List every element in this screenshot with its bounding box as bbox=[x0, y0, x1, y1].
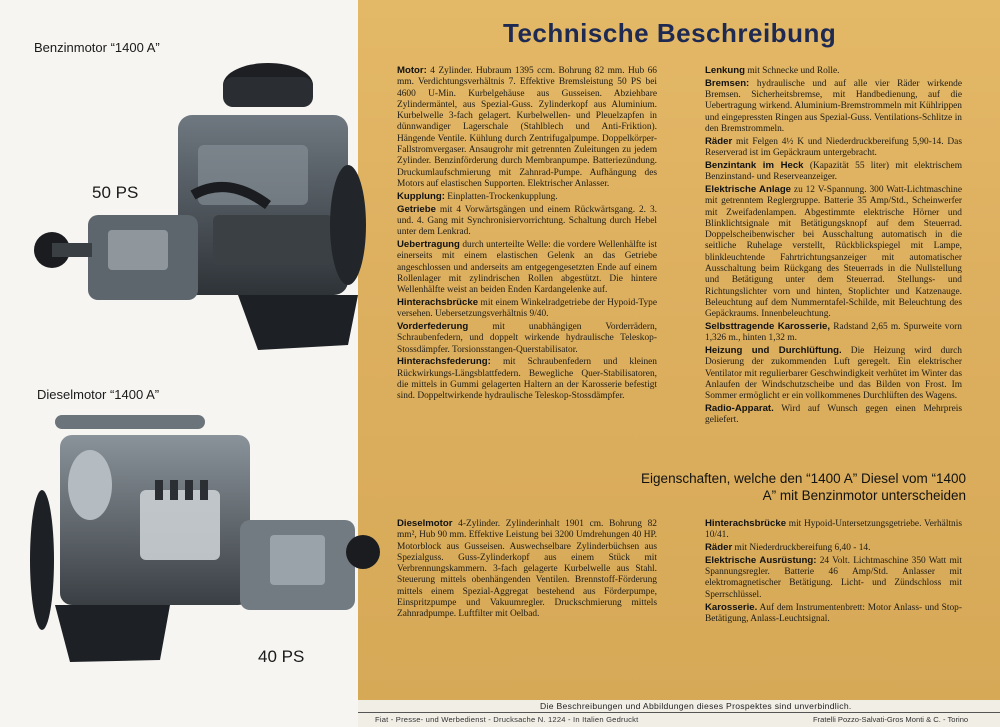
spec-paragraph bbox=[705, 542, 962, 554]
spec-heading: Dieselmotor bbox=[397, 518, 453, 529]
spec-paragraph bbox=[397, 65, 657, 190]
spec-paragraph bbox=[397, 518, 657, 621]
spec-heading: Getriebe bbox=[397, 203, 436, 215]
diesel-specs-column-1 bbox=[397, 518, 657, 621]
spec-text: 24 Volt. Lichtmaschine 350 Watt mit Spannungsregler. Batterie 46 Amp/Std. Anlasser mit elektromagnetischer Betätigung. Licht- und Zündschloss mit Sperrschlüssel. bbox=[705, 555, 962, 600]
publisher-imprint: Fiat - Presse- und Werbedienst - Drucksache N. 1224 - In Italien Gedruckt bbox=[375, 715, 639, 724]
disclaimer-note: Die Beschreibungen und Abbildungen dieses Prospektes sind unverbindlich. bbox=[540, 701, 852, 711]
spec-paragraph bbox=[397, 297, 657, 321]
spec-heading: Hinterachsfederung: bbox=[397, 356, 491, 368]
petrol-ps-label: 50 PS bbox=[92, 183, 139, 202]
spec-paragraph bbox=[397, 239, 657, 296]
diesel-ps-label: 40 PS bbox=[258, 647, 305, 666]
spec-text: Die Heizung wird durch Dosierung der zukommenden Luft geregelt. Ein elektrischer Ventilator mit regulierbarer Geschwindigkeit verhütet im Winter das Anlaufen der Windschutzscheibe und das Bilden von Frost. Im Sommer ermöglicht er ein vollkommenes Durchlüften des Wagens. bbox=[705, 346, 962, 402]
diesel-differences-heading: Eigenschaften, welche den “1400 A” Diesel vom “1400 A” mit Benzinmotor unterscheiden bbox=[641, 471, 966, 503]
spec-heading: Heizung und Durchlüftung. bbox=[705, 345, 842, 357]
petrol-engine-photo-icon bbox=[28, 55, 373, 355]
spec-paragraph bbox=[705, 78, 962, 135]
spec-text: mit Niederdruckbereifung 6,40 - 14. bbox=[732, 543, 871, 554]
spec-heading: Lenkung bbox=[705, 65, 745, 76]
spec-text: Einplatten-Trockenkupplung. bbox=[444, 191, 558, 202]
petrol-specs-column-2 bbox=[705, 65, 962, 427]
spec-text: Radstand 2,65 m. Spurweite vorn 1,326 m., hinten 1,32 m. bbox=[705, 322, 962, 344]
spec-heading: Benzintank im Heck bbox=[705, 159, 804, 171]
diesel-engine-label: Dieselmotor “1400 A” bbox=[37, 387, 160, 402]
diesel-specs-column-2 bbox=[705, 518, 962, 626]
spec-heading: Bremsen: bbox=[705, 77, 750, 89]
spec-heading: Elektrische Anlage bbox=[705, 183, 792, 195]
spec-paragraph bbox=[705, 518, 962, 542]
spec-heading: Hinterachsbrücke bbox=[705, 518, 787, 529]
spec-paragraph bbox=[397, 356, 657, 402]
spec-paragraph bbox=[705, 555, 962, 601]
spec-paragraph bbox=[705, 136, 962, 160]
spec-text: mit Felgen 4½ K und Niederdruckbereifung 5,90-14. Das Reserverad ist im Gepäckraum untergebracht. bbox=[705, 136, 962, 159]
spec-heading: Vorderfederung bbox=[397, 321, 469, 333]
spec-text: Auf dem Instrumentenbrett: Motor Anlass- und Stop-Betätigung, Anlass-Leuchtsignal. bbox=[705, 602, 962, 624]
footer-divider bbox=[358, 712, 1000, 713]
spec-text: durch unterteilte Welle: die vordere Wellenhälfte ist einerseits mit einem elastischen Gelenk an das Getriebe angeschlossen und anderseits am entgegengesetzten Ende auf einem Rollenlager mit zylindrischen Rollen abgestützt. Die hintere Wellenhälfte weist an beiden Enden Kardangelenke auf. bbox=[397, 239, 657, 296]
spec-text: 4-Zylinder. Zylinderinhalt 1901 cm. Bohrung 82 mm², Hub 90 mm. Effektive Leistung bei 3200 Umdrehungen 40 HP. Motorblock aus Gusseisen. Auswechselbare Zylinderbüchsen aus Spezialguss. Guss-Zylinderkopf aus einem Stück mit Verbrennungskammern. 3-fach gelagerte Kurbelwelle aus Stahl. Steuerung mittels obenhängenden Ventilen. Brennstoff-Förderung mittels einem Spezial-Aggregat bestehend aus Förderpumpe, Einspritzpumpe und Vakuumregler. Druckschmierung mittels Zahnradpumpe. Luftfilter mit Oelbad. bbox=[397, 519, 657, 620]
spec-paragraph bbox=[705, 403, 962, 427]
spec-heading: Uebertragung bbox=[397, 238, 460, 250]
petrol-specs-column-1 bbox=[397, 65, 657, 403]
spec-heading: Kupplung: bbox=[397, 190, 445, 202]
spec-text: mit Schnecke und Rolle. bbox=[744, 66, 840, 76]
diesel-engine-photo-icon bbox=[30, 410, 380, 665]
spec-heading: Selbsttragende Karosserie, bbox=[705, 321, 831, 333]
spec-text: mit Hypoid-Untersetzungsgetriebe. Verhältnis 10/41. bbox=[705, 519, 962, 541]
spec-paragraph bbox=[705, 345, 962, 402]
spec-heading: Motor: bbox=[397, 65, 427, 76]
spec-paragraph bbox=[397, 204, 657, 239]
spec-text: (Kapazität 55 liter) mit elektrischem Benzinstand- und Reserveanzeiger. bbox=[705, 160, 963, 183]
spec-text: 4 Zylinder. Hubraum 1395 ccm. Bohrung 82 mm. Hub 66 mm. Verdichtungsverhältnis 7. Effektive Bremsleistung 50 PS bei 4600 U-Min. Kurbelgehäuse aus Gusseisen. Abziehbare Zylindermäntel, aus Spezial-Guss. Zylinderkopf aus Aluminium. Kurbelwelle 3-fach gelagert. Kurbelwellen- und Pleuelzapfen in dünnwandiger Lagerschale (Stahlblech und Anti-Friktion). Hängende Ventile. Kühlung durch Zentrifugalpumpe. Doppelkörper-Fallstromvergaser. Ansaugrohr mit getrennten Zuleitungen zu jedem Zylinder. Benzinförderung durch Membranpumpe. Batteriezündung. Druckumlaufschmierung mit Zahnrad-Pumpe. Aufhängung des Motors auf elastischen Supporten. Elektrischer Anlasser. bbox=[397, 66, 657, 189]
spec-heading: Radio-Apparat. bbox=[705, 403, 774, 415]
spec-paragraph bbox=[397, 191, 657, 203]
spec-paragraph bbox=[705, 602, 962, 626]
spec-text: mit Schraubenfedern und kleinen Rückwirkungs-Längsblattfedern. Bewegliche Quer-Stabilisatoren, die mittels in Gummi gelagerten Haltern an der Karosserie befestigt sind. Doppeltwirkende hydraulische Teleskop-Stossdämpfer. bbox=[397, 357, 657, 402]
spec-paragraph bbox=[705, 184, 962, 321]
spec-paragraph bbox=[705, 160, 962, 184]
spec-text: mit einem Winkelradgetriebe der Hypoid-Type versehen. Uebersetzungsverhältnis 9/40. bbox=[397, 297, 657, 320]
spec-heading: Hinterachsbrücke bbox=[397, 296, 479, 308]
spec-paragraph bbox=[705, 65, 962, 77]
spec-heading: Elektrische Ausrüstung: bbox=[705, 554, 817, 566]
spec-paragraph bbox=[397, 321, 657, 356]
petrol-engine-label: Benzinmotor “1400 A” bbox=[34, 40, 160, 55]
spec-text: mit 4 Vorwärtsgängen und einem Rückwärtsgang. 2. 3. und. 4. Gang mit Synchronisiervorrichtung. Schaltung durch Hebel unter dem Lenkrad. bbox=[397, 204, 657, 238]
spec-heading: Karosserie. bbox=[705, 601, 758, 613]
spec-text: hydraulische und auf alle vier Räder wirkende Bremsen. Sicherheitsbremse, mit Handbedienung, auf die Uebertragung wirkend. Aluminium-Bremstrommeln mit Kühlrippen und eingepressten Ringen aus Spezial-Guss. Ventilations-Schlitze in den Bremstrommeln. bbox=[705, 78, 962, 134]
spec-heading: Räder bbox=[705, 135, 733, 147]
page-title: Technische Beschreibung bbox=[503, 18, 837, 48]
spec-paragraph bbox=[705, 321, 962, 345]
printer-imprint: Fratelli Pozzo-Salvati-Gros Monti & C. - Torino bbox=[813, 715, 969, 724]
spec-text: mit unabhängigen Vorderrädern, Schraubenfedern, und doppelt wirkende hydraulische Teleskop-Stossdämpfer. Torsionsstangen-Querstabilisator. bbox=[397, 322, 657, 355]
spec-text: zu 12 V-Spannung. 300 Watt-Lichtmaschine mit getrenntem Reglergruppe. Batterie 35 Amp/Std., Scheinwerfer mit Zweifadenlampen. Abgestimmte elektrische Hörner und Blinklichtsignale mit Betätigungsknopf auf dem Steuerrad. Doppelscheibenwischer bei Ausschaltung automatisch in die seitliche Ruhelage verstellt, Rückblickspiegel mit Lampe, blinkleuchtende Fahrtrichtungsanzeiger mit automatischer Ausschaltung beim Rückgang des Steuerrads in die Nullstellung und Betätigung unter dem Steuerrad. Stellungs- und Richtungslichter vorn und hinten, Stoplichter und Katzenauge. Beleuchtung auf dem Nummerntafel-Schilde, mit Beleuchtung des Gepäckraums. Innenbeleuchtung. bbox=[705, 184, 962, 320]
spec-text: Wird auf Wunsch gegen einen Mehrpreis geliefert. bbox=[705, 404, 962, 426]
spec-heading: Räder bbox=[705, 542, 733, 554]
